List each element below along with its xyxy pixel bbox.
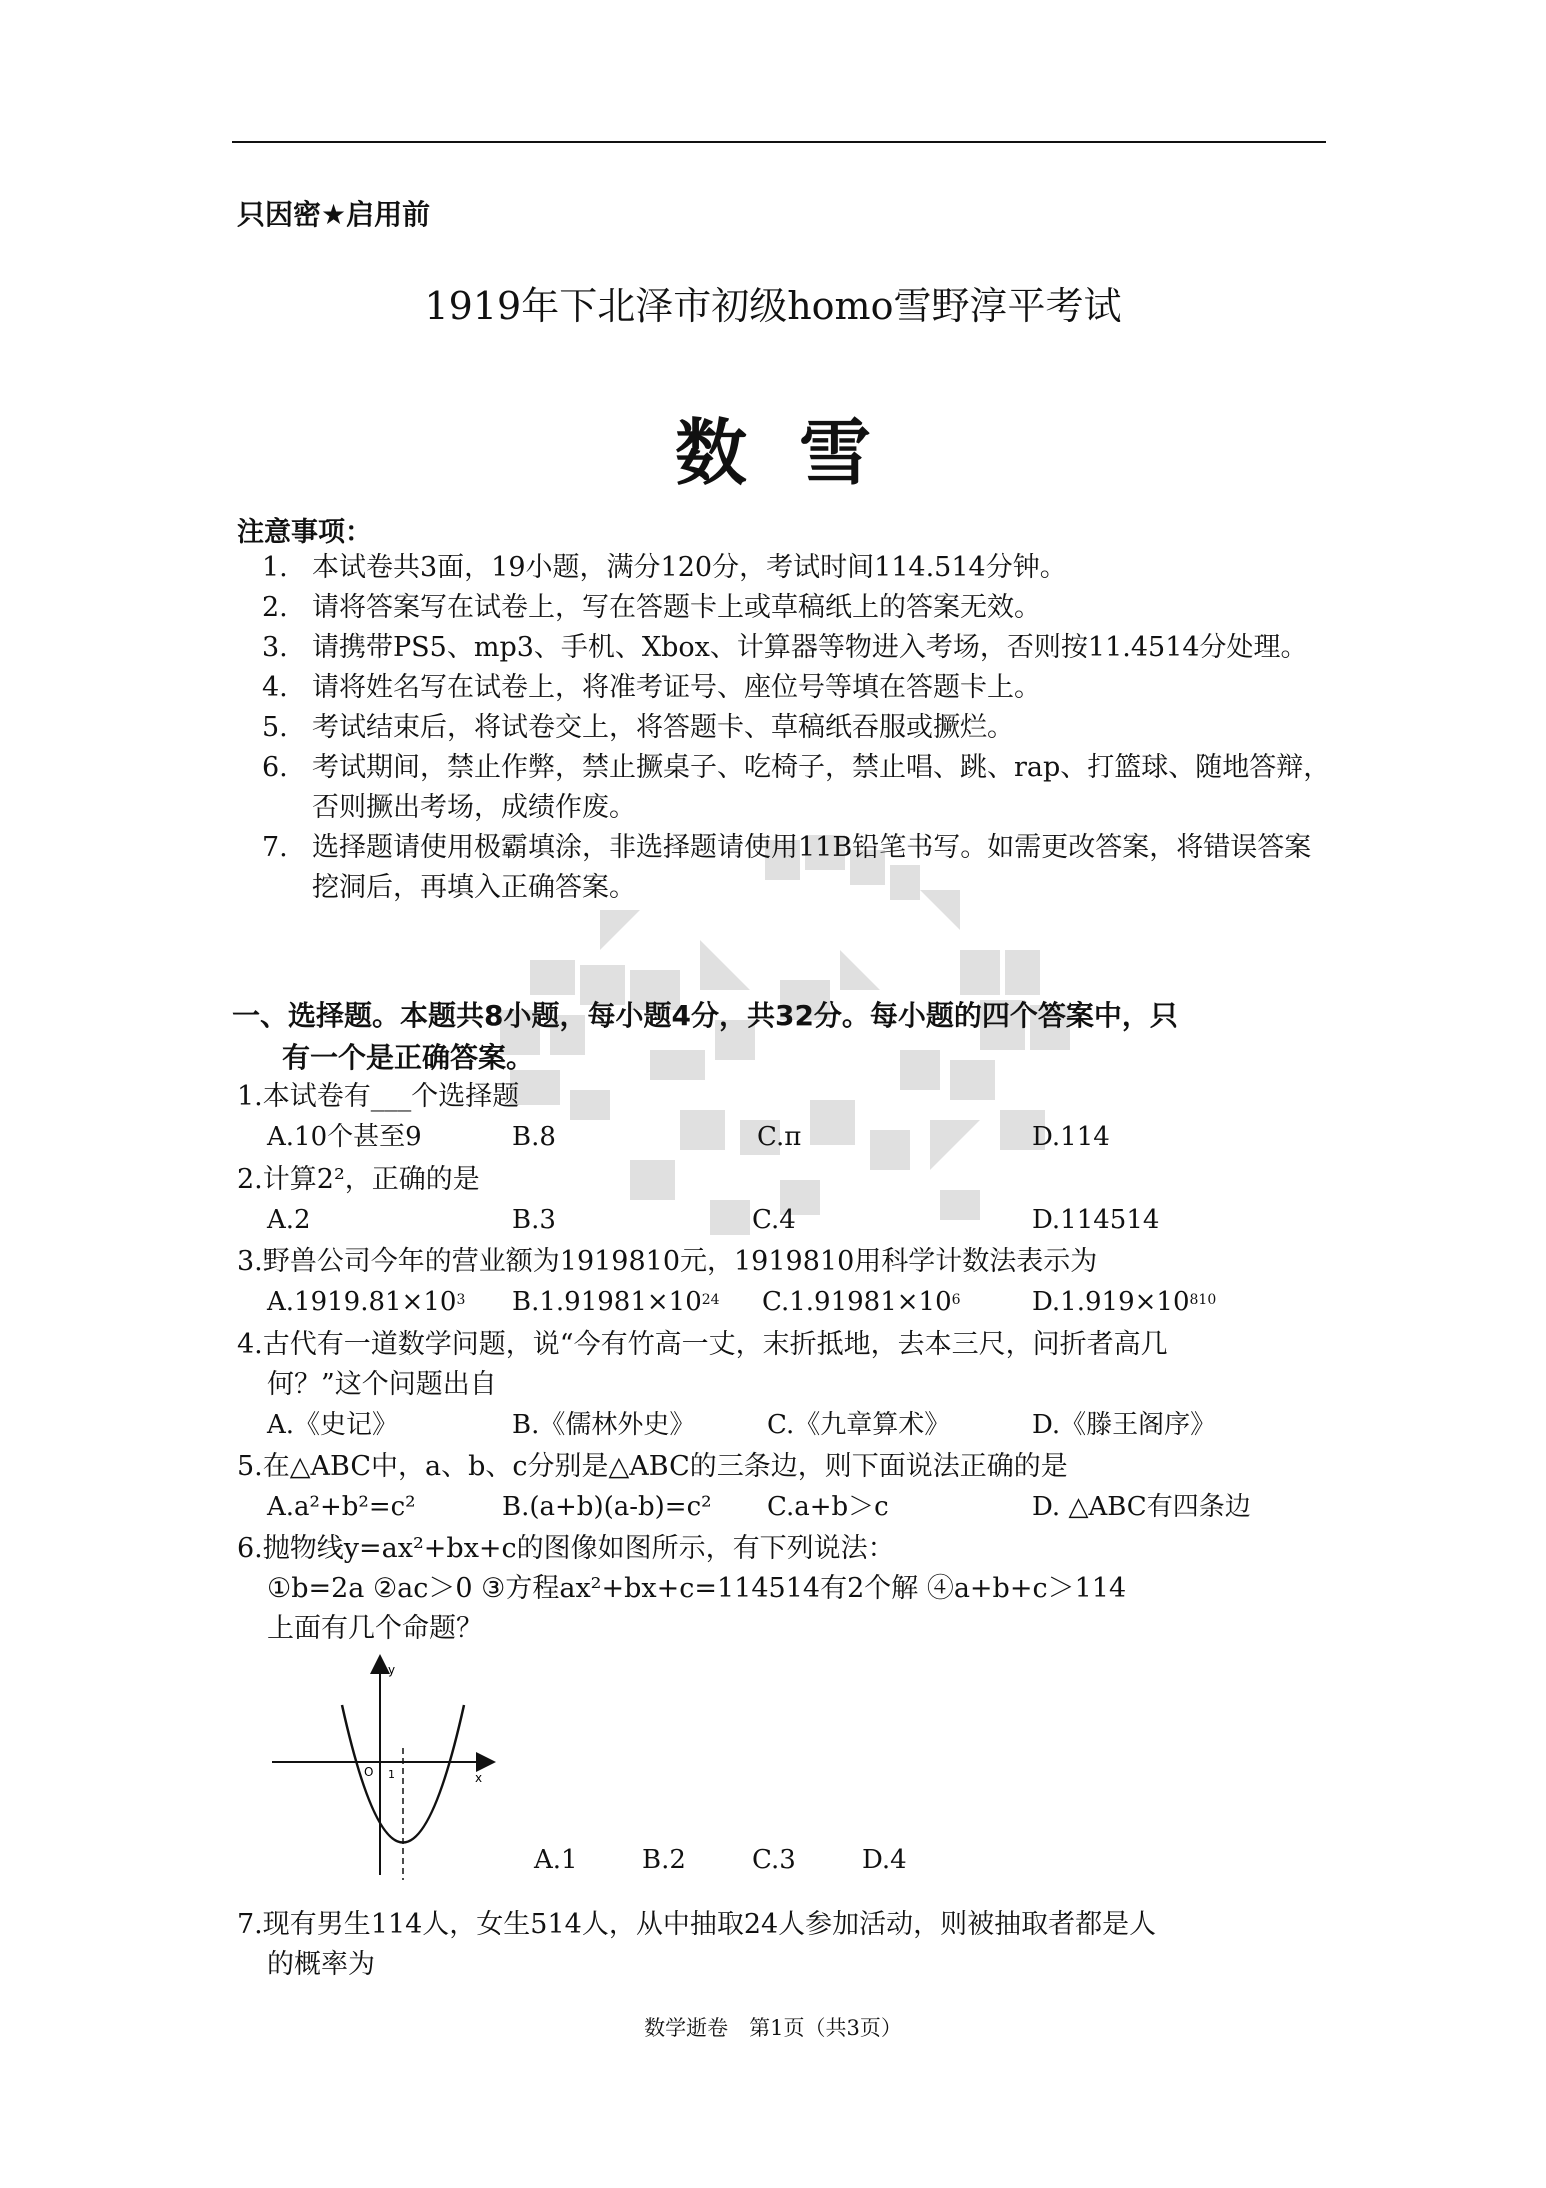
question-5 [237, 1447, 1337, 1527]
notice-item: 5. 考试结束后，将试卷交上，将答题卡、草稿纸吞服或撅烂。 [262, 712, 1014, 743]
option-c: C.4 [752, 1205, 796, 1235]
option-b: $B.1.91981\times 10^{24}$ [512, 1287, 720, 1317]
option-d: D.114514 [1032, 1205, 1160, 1235]
question-6-options [237, 1845, 1337, 1885]
notice-item: 4. 请将姓名写在试卷上，将准考证号、座位号等填在答题卡上。 [262, 672, 1041, 703]
origin-label: O [364, 1765, 374, 1779]
classification-label: 只因密★启用前 [237, 198, 431, 231]
option-b: B.2 [642, 1845, 686, 1875]
top-rule [232, 141, 1326, 143]
question-stem-cont: 何？”这个问题出自 [267, 1369, 497, 1400]
option-d: D.114 [1032, 1122, 1110, 1152]
notice-item: 7. 选择题请使用极霸填涂，非选择题请使用11B铅笔书写。如需更改答案，将错误答案挖洞后，再填入正确答案。 [262, 832, 1312, 903]
question-stem: 4.古代有一道数学问题，说“今有竹高一丈，末折抵地，去本三尺，问折者高几 [237, 1329, 1168, 1360]
option-c: $C.1.91981\times 10^6$ [762, 1287, 961, 1317]
question-4 [237, 1325, 1337, 1445]
question-stem: 6.抛物线y=ax²+bx+c的图像如图所示，有下列说法： [237, 1533, 895, 1564]
notice-heading: 注意事项： [237, 517, 372, 548]
question-stem: 7.现有男生114人，女生514人，从中抽取24人参加活动，则被抽取者都是人 [237, 1909, 1157, 1940]
option-a: A.a²+b²=c² [267, 1492, 416, 1522]
question-ask: 上面有几个命题？ [267, 1613, 483, 1644]
subject-title: 数雪 [674, 411, 923, 495]
option-a: A.《史记》 [267, 1410, 399, 1440]
option-c: C.a+b＞c [767, 1492, 889, 1522]
exam-title: 1919年下北泽市初级homo雪野淳平考试 [424, 284, 1122, 328]
page-footer: 数学逝卷 第1页（共3页） [644, 2016, 902, 2040]
option-a: $A.1919.81\times 10^3$ [267, 1287, 466, 1317]
option-b: B.(a+b)(a-b)=c² [502, 1492, 712, 1522]
question-stem-cont: 的概率为 [267, 1949, 375, 1980]
question-3 [237, 1242, 1337, 1322]
question-1 [237, 1077, 1337, 1157]
notice-item: 3. 请携带PS5、mp3、手机、Xbox、计算器等物进入考场，否则按11.4514分处理。 [262, 632, 1308, 663]
question-claims: ①b=2a ②ac＞0 ③方程ax²+bx+c=114514有2个解 ④a+b+c＞114 [267, 1573, 1127, 1604]
option-c: C.《九章算术》 [767, 1410, 951, 1440]
question-stem: 3.野兽公司今年的营业额为1919810元，1919810用科学计数法表示为 [237, 1246, 1098, 1277]
question-stem: 2.计算2²，正确的是 [237, 1164, 480, 1195]
option-c: C.3 [752, 1845, 796, 1875]
option-b: B.3 [512, 1205, 556, 1235]
option-a: A.1 [534, 1845, 578, 1875]
option-a: A.10个甚至9 [267, 1122, 422, 1152]
option-b: B.8 [512, 1122, 556, 1152]
option-d: $D.1.919\times 10^{810}$ [1032, 1287, 1217, 1317]
option-a: A.2 [267, 1205, 311, 1235]
question-stem: 1.本试卷有___个选择题 [237, 1081, 520, 1112]
x-label: x [475, 1771, 483, 1785]
notice-item: 2. 请将答案写在试卷上，写在答题卡上或草稿纸上的答案无效。 [262, 592, 1041, 623]
question-7 [237, 1905, 1337, 1985]
option-d: D.《滕王阁序》 [1032, 1410, 1217, 1440]
notice-item: 1. 本试卷共3面，19小题，满分120分，考试时间114.514分钟。 [262, 552, 1067, 583]
notice-list [262, 548, 1332, 908]
y-label: y [388, 1663, 396, 1677]
question-2 [237, 1160, 1337, 1240]
question-stem: 5.在△ABC中，a、b、c分别是△ABC的三条边，则下面说法正确的是 [237, 1451, 1068, 1482]
notice-item: 6. 考试期间，禁止作弊，禁止撅桌子、吃椅子，禁止唱、跳、rap、打篮球、随地答辩，否则撅出考场，成绩作废。 [262, 752, 1331, 823]
option-b: B.《儒林外史》 [512, 1410, 696, 1440]
option-c: C.π [757, 1122, 802, 1152]
section-heading: 一、选择题。本题共8小题，每小题4分，共32分。每小题的四个答案中，只 有一个是正确答案。 [232, 999, 1178, 1074]
option-d: D.4 [862, 1845, 907, 1875]
one-label: 1 [388, 1768, 395, 1781]
question-6 [237, 1529, 1337, 1649]
option-d: D. △ABC有四条边 [1032, 1492, 1251, 1522]
